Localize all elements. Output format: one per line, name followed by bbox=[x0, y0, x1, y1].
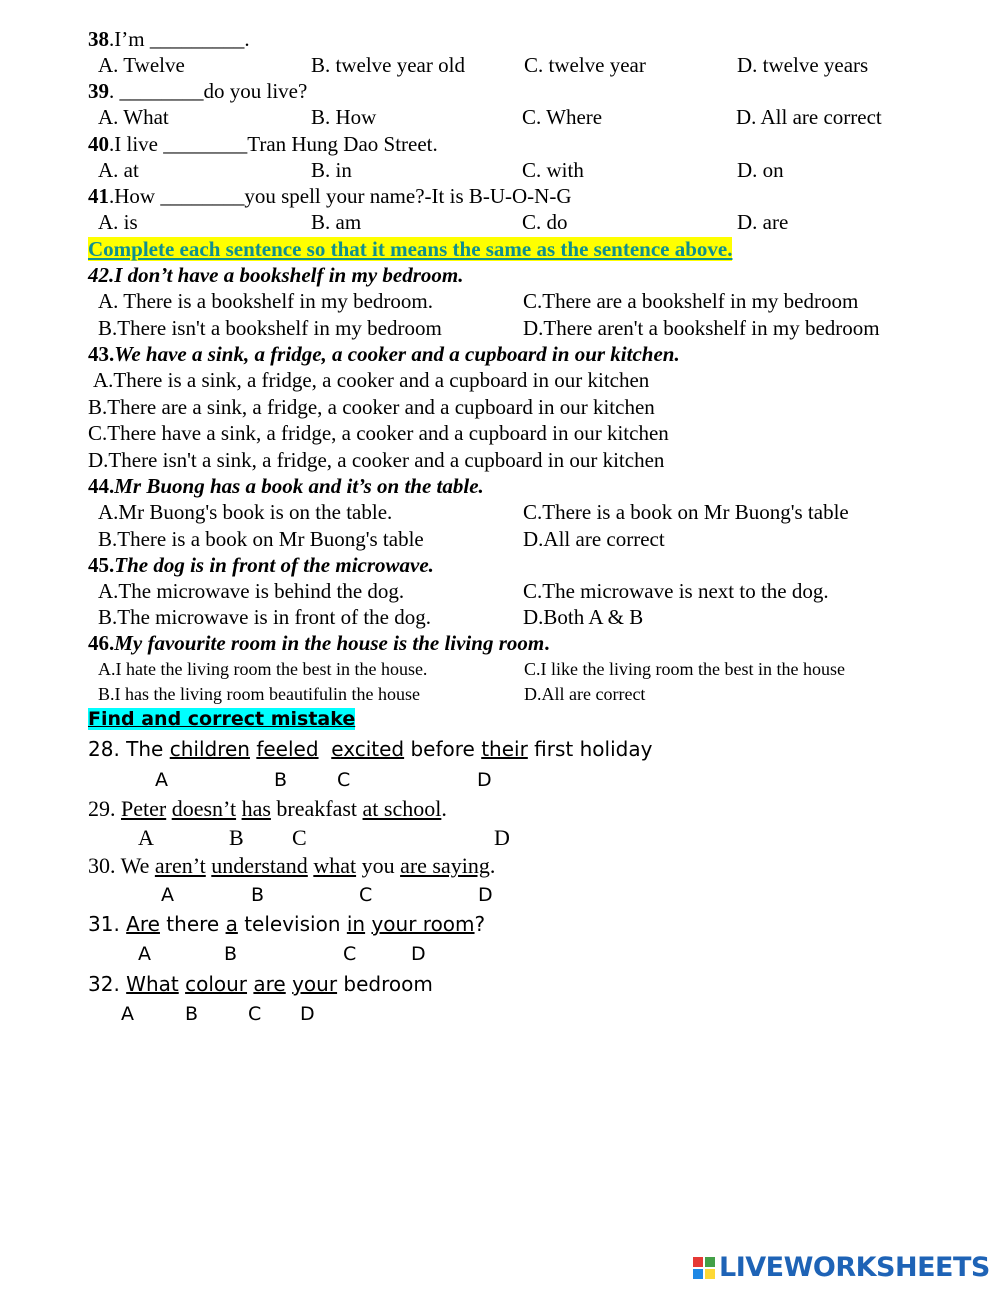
option-d[interactable]: D.Both A & B bbox=[523, 605, 644, 629]
option-d[interactable]: D.There isn't a sink, a fridge, a cooker and a cupboard in our kitchen bbox=[88, 448, 665, 472]
option-c[interactable]: C.The microwave is next to the dog. bbox=[523, 579, 829, 603]
logo-square-red bbox=[693, 1257, 703, 1267]
question-number: 44. bbox=[88, 474, 115, 498]
option-b[interactable]: B. in bbox=[311, 158, 352, 182]
option-b[interactable]: B.I has the living room beautifulin the house bbox=[98, 684, 420, 704]
choice-letter-c[interactable]: C bbox=[343, 943, 357, 965]
question-number: 39 bbox=[88, 79, 109, 103]
question-stem: .I’m _________. bbox=[109, 27, 250, 51]
option-c[interactable]: C. with bbox=[522, 158, 584, 182]
underlined-word-c: excited bbox=[331, 737, 405, 761]
question-stem: We have a sink, a fridge, a cooker and a cupboard in our kitchen. bbox=[114, 342, 680, 366]
choice-letter-b[interactable]: B bbox=[229, 825, 244, 850]
option-b[interactable]: B.There isn't a bookshelf in my bedroom bbox=[98, 316, 442, 340]
choice-letter-d[interactable]: D bbox=[494, 825, 510, 850]
option-b[interactable]: B.The microwave is in front of the dog. bbox=[98, 605, 432, 629]
question-number: 38 bbox=[88, 27, 109, 51]
question-38 bbox=[88, 27, 250, 51]
question-45 bbox=[88, 553, 434, 577]
choice-letter-a[interactable]: A bbox=[121, 1003, 134, 1025]
question-number: 42. bbox=[88, 263, 115, 287]
option-b[interactable]: B.There are a sink, a fridge, a cooker and a cupboard in our kitchen bbox=[88, 395, 655, 419]
option-a[interactable]: A.The microwave is behind the dog. bbox=[98, 579, 405, 603]
underlined-word-d: their bbox=[481, 737, 528, 761]
choice-letter-d[interactable]: D bbox=[478, 884, 493, 906]
underlined-word-b: colour bbox=[185, 972, 248, 996]
choice-letter-c[interactable]: C bbox=[248, 1003, 262, 1025]
choice-letter-d[interactable]: D bbox=[477, 769, 492, 791]
question-40 bbox=[88, 132, 438, 156]
choice-letter-d[interactable]: D bbox=[300, 1003, 315, 1025]
option-d[interactable]: D. on bbox=[737, 158, 784, 182]
choice-letter-b[interactable]: B bbox=[274, 769, 288, 791]
underlined-word-c: are bbox=[253, 972, 286, 996]
question-number: 40 bbox=[88, 132, 109, 156]
option-c[interactable]: C. Where bbox=[522, 105, 603, 129]
underlined-word-a: children bbox=[169, 737, 250, 761]
section-heading-mistake: Find and correct mistake bbox=[88, 708, 356, 730]
question-number: 43. bbox=[88, 342, 115, 366]
underlined-word-c: has bbox=[241, 796, 271, 821]
underlined-word-a: What bbox=[126, 972, 179, 996]
choice-letter-b[interactable]: B bbox=[251, 884, 265, 906]
question-stem: Mr Buong has a book and it’s on the table. bbox=[114, 474, 484, 498]
option-b[interactable]: B.There is a book on Mr Buong's table bbox=[98, 527, 424, 551]
choice-letter-a[interactable]: A bbox=[155, 769, 168, 791]
choice-letter-b[interactable]: B bbox=[224, 943, 238, 965]
option-b[interactable]: B. twelve year old bbox=[311, 53, 465, 77]
question-43 bbox=[88, 342, 680, 366]
option-a[interactable]: A.Mr Buong's book is on the table. bbox=[98, 500, 393, 524]
question-stem: I don’t have a bookshelf in my bedroom. bbox=[114, 263, 464, 287]
question-stem: The dog is in front of the microwave. bbox=[114, 553, 434, 577]
option-a[interactable]: A. What bbox=[98, 105, 169, 129]
question-number: 41 bbox=[88, 184, 109, 208]
option-d[interactable]: D. All are correct bbox=[736, 105, 882, 129]
underlined-word-a: aren’t bbox=[154, 853, 206, 878]
option-c[interactable]: C.There is a book on Mr Buong's table bbox=[523, 500, 849, 524]
choice-letter-b[interactable]: B bbox=[185, 1003, 199, 1025]
question-31: 31. Are there a television in your room? bbox=[88, 912, 486, 936]
underlined-word-b: a bbox=[225, 912, 238, 936]
underlined-word-b: doesn’t bbox=[171, 796, 237, 821]
liveworksheets-logo bbox=[693, 1252, 990, 1283]
underlined-word-c: in bbox=[346, 912, 366, 936]
logo-text: LIVEWORKSHEETS bbox=[719, 1252, 990, 1283]
question-32: 32. What colour are your bedroom bbox=[88, 972, 433, 996]
underlined-word-a: Are bbox=[126, 912, 160, 936]
choice-letter-c[interactable]: C bbox=[292, 825, 307, 850]
option-a[interactable]: A. Twelve bbox=[98, 53, 185, 77]
question-29: 29. Peter doesn’t has breakfast at school. bbox=[88, 796, 447, 821]
logo-square-green bbox=[705, 1257, 715, 1267]
choice-letter-c[interactable]: C bbox=[337, 769, 351, 791]
logo-square-yellow bbox=[705, 1269, 715, 1279]
choice-letter-a[interactable]: A bbox=[161, 884, 174, 906]
option-d[interactable]: D.There aren't a bookshelf in my bedroom bbox=[523, 316, 880, 340]
question-28: 28. The children feeled excited before their first holiday bbox=[88, 737, 653, 761]
underlined-word-a: Peter bbox=[121, 796, 167, 821]
underlined-word-d: your bbox=[292, 972, 338, 996]
underlined-word-d: are saying bbox=[400, 853, 490, 878]
option-d[interactable]: D. twelve years bbox=[737, 53, 869, 77]
option-a[interactable]: A. There is a bookshelf in my bedroom. bbox=[98, 289, 433, 313]
underlined-word-d: your room bbox=[371, 912, 475, 936]
question-41 bbox=[88, 184, 572, 208]
underlined-word-b: feeled bbox=[256, 737, 319, 761]
option-a[interactable]: A. is bbox=[98, 210, 138, 234]
section-heading-rewrite: Complete each sentence so that it means the same as the sentence above. bbox=[88, 237, 733, 261]
choice-letter-a[interactable]: A bbox=[138, 943, 151, 965]
question-number: 46. bbox=[88, 631, 115, 655]
option-c[interactable]: C. do bbox=[522, 210, 568, 234]
question-42 bbox=[88, 263, 463, 287]
logo-grid-icon bbox=[693, 1257, 715, 1279]
option-c[interactable]: C.There are a bookshelf in my bedroom bbox=[523, 289, 859, 313]
option-a[interactable]: A.I hate the living room the best in the house. bbox=[98, 659, 428, 679]
choice-letter-d[interactable]: D bbox=[411, 943, 426, 965]
option-c[interactable]: C.I like the living room the best in the house bbox=[524, 659, 845, 679]
option-a[interactable]: A.There is a sink, a fridge, a cooker and a cupboard in our kitchen bbox=[93, 368, 650, 392]
option-c[interactable]: C.There have a sink, a fridge, a cooker and a cupboard in our kitchen bbox=[88, 421, 669, 445]
choice-letter-a[interactable]: A bbox=[138, 825, 154, 850]
option-d[interactable]: D. are bbox=[737, 210, 789, 234]
question-number: 45. bbox=[88, 553, 115, 577]
question-44 bbox=[88, 474, 484, 498]
question-46 bbox=[88, 631, 549, 655]
question-39 bbox=[88, 79, 307, 103]
question-stem: .How ________you spell your name?-It is B-U-O-N-G bbox=[109, 184, 572, 208]
underlined-word-c: what bbox=[313, 853, 357, 878]
option-a[interactable]: A. at bbox=[98, 158, 139, 182]
question-stem-end: . bbox=[544, 631, 550, 655]
underlined-word-d: at school bbox=[362, 796, 442, 821]
question-stem: My favourite room in the house is the living room bbox=[114, 631, 545, 655]
option-d[interactable]: D.All are correct bbox=[523, 527, 665, 551]
logo-square-blue bbox=[693, 1269, 703, 1279]
question-30: 30. We aren’t understand what you are saying. bbox=[88, 853, 496, 878]
underlined-word-b: understand bbox=[211, 853, 308, 878]
question-stem: . ________do you live? bbox=[109, 79, 308, 103]
option-d[interactable]: D.All are correct bbox=[524, 684, 646, 704]
choice-letter-c[interactable]: C bbox=[359, 884, 373, 906]
question-stem: .I live ________Tran Hung Dao Street. bbox=[109, 132, 438, 156]
option-b[interactable]: B. How bbox=[311, 105, 377, 129]
option-b[interactable]: B. am bbox=[311, 210, 362, 234]
option-c[interactable]: C. twelve year bbox=[524, 53, 646, 77]
